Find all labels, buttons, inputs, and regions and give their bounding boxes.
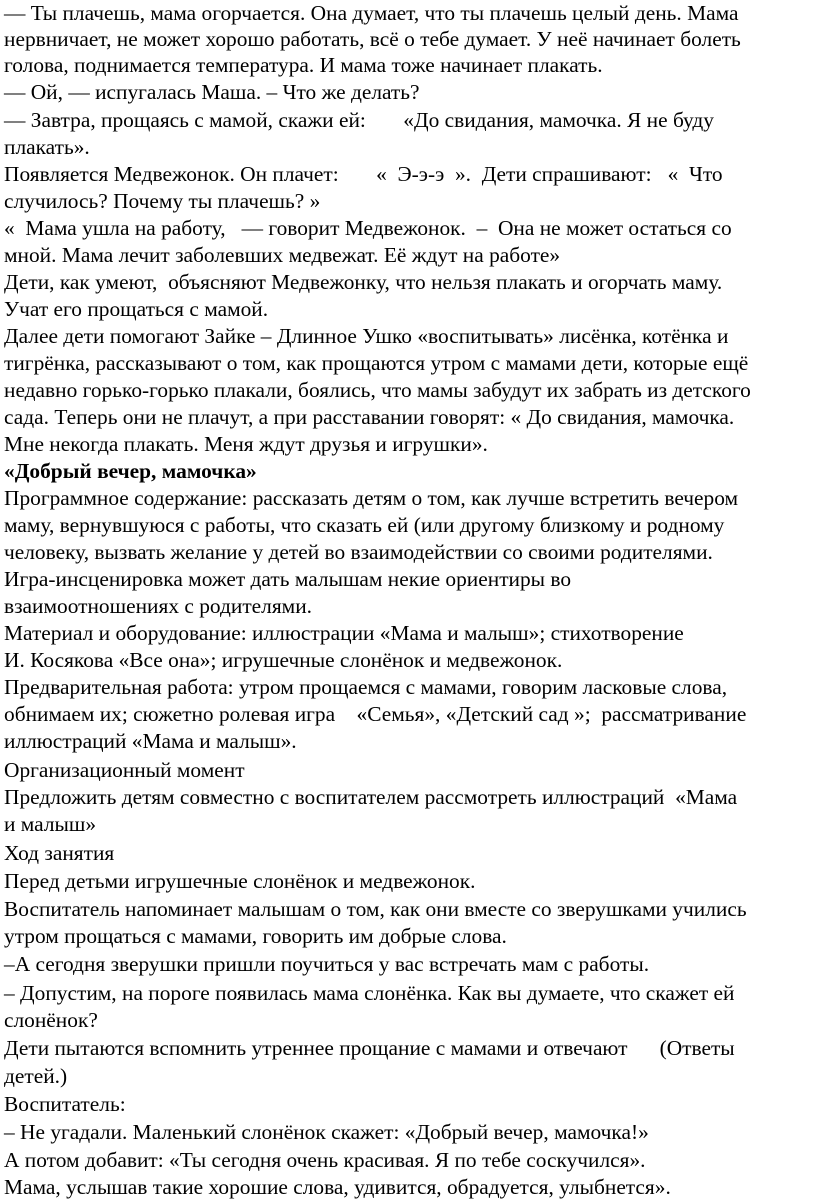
text-line: случилось? Почему ты плачешь? » [4,189,321,213]
text-line: Воспитатель напоминает малышам о том, как они вместе со зверушками учились [4,897,747,921]
text-line: – Допустим, на пороге появилась мама слонёнка. Как вы думаете, что скажет ей [4,981,735,1005]
text-line: иллюстраций «Мама и малыш». [4,729,297,753]
text-line: А потом добавит: «Ты сегодня очень красивая. Я по тебе соскучился». [4,1148,646,1172]
text-line: Предложить детям совместно с воспитателем рассмотреть иллюстраций «Мама [4,785,738,809]
text-line: Материал и оборудование: иллюстрации «Мама и малыш»; стихотворение [4,621,684,645]
text-line: – Не угадали. Маленький слонёнок скажет: «Добрый вечер, мамочка!» [4,1120,649,1144]
text-line: Воспитатель: [4,1092,126,1116]
text-line: Предварительная работа: утром прощаемся с мамами, говорим ласковые слова, [4,675,728,699]
text-line: Перед детьми игрушечные слонёнок и медвежонок. [4,869,476,893]
text-line: обнимаем их; сюжетно ролевая игра «Семья», «Детский сад »; рассматривание [4,702,747,726]
text-line: — Ой, — испугалась Маша. – Что же делать? [4,80,420,104]
text-line: –А сегодня зверушки пришли поучиться у вас встречать мам с работы. [4,952,650,976]
text-line: Организационный момент [4,758,245,782]
text-line: слонёнок? [4,1008,98,1032]
text-line: маму, вернувшуюся с работы, что сказать ей (или другому близкому и родному [4,513,725,537]
text-line: — Ты плачешь, мама огорчается. Она думает, что ты плачешь целый день. Мама [4,1,739,25]
text-line: недавно горько-горько плакали, боялись, что мамы забудут их забрать из детского [4,378,751,402]
text-line: человеку, вызвать желание у детей во взаимодействии со своими родителями. [4,540,713,564]
text-line: утром прощаться с мамами, говорить им добрые слова. [4,924,507,948]
text-line: Ход занятия [4,841,115,865]
text-line: Далее дети помогают Зайке – Длинное Ушко «воспитывать» лисёнка, котёнка и [4,324,729,348]
text-line: Дети, как умеют, объясняют Медвежонку, что нельзя плакать и огорчать маму. [4,270,723,294]
text-line: — Завтра, прощаясь с мамой, скажи ей: «До свидания, мамочка. Я не буду [4,108,714,132]
text-line: Дети пытаются вспомнить утреннее прощание с мамами и отвечают (Ответы [4,1036,735,1060]
text-line: Мне некогда плакать. Меня ждут друзья и игрушки». [4,432,488,456]
text-line: сада. Теперь они не плачут, а при расставании говорят: « До свидания, мамочка. [4,405,735,429]
text-line: плакать». [4,135,90,159]
text-line: голова, поднимается температура. И мама тоже начинает плакать. [4,53,603,77]
text-line: « Мама ушла на работу, — говорит Медвежонок. – Она не может остаться со [4,216,732,240]
text-line: Мама, услышав такие хорошие слова, удивится, обрадуется, улыбнется». [4,1175,671,1199]
text-line: Учат его прощаться с мамой. [4,297,269,321]
text-line: нервничает, не может хорошо работать, всё о тебе думает. У неё начинает болеть [4,27,741,51]
section-heading: «Добрый вечер, мамочка» [4,459,257,483]
text-line: тигрёнка, рассказывают о том, как прощаются утром с мамами дети, которые ещё [4,351,749,375]
text-line: и малыш» [4,812,97,836]
text-line: взаимоотношениях с родителями. [4,594,313,618]
text-line: И. Косякова «Все она»; игрушечные слонёнок и медвежонок. [4,648,563,672]
text-line: Программное содержание: рассказать детям о том, как лучше встретить вечером [4,486,739,510]
text-line: детей.) [4,1064,68,1088]
text-line: Появляется Медвежонок. Он плачет: « Э-э-э ». Дети спрашивают: « Что [4,162,723,186]
text-line: мной. Мама лечит заболевших медвежат. Её ждут на работе» [4,243,561,267]
text-line: Игра-инсценировка может дать малышам некие ориентиры во [4,567,572,591]
